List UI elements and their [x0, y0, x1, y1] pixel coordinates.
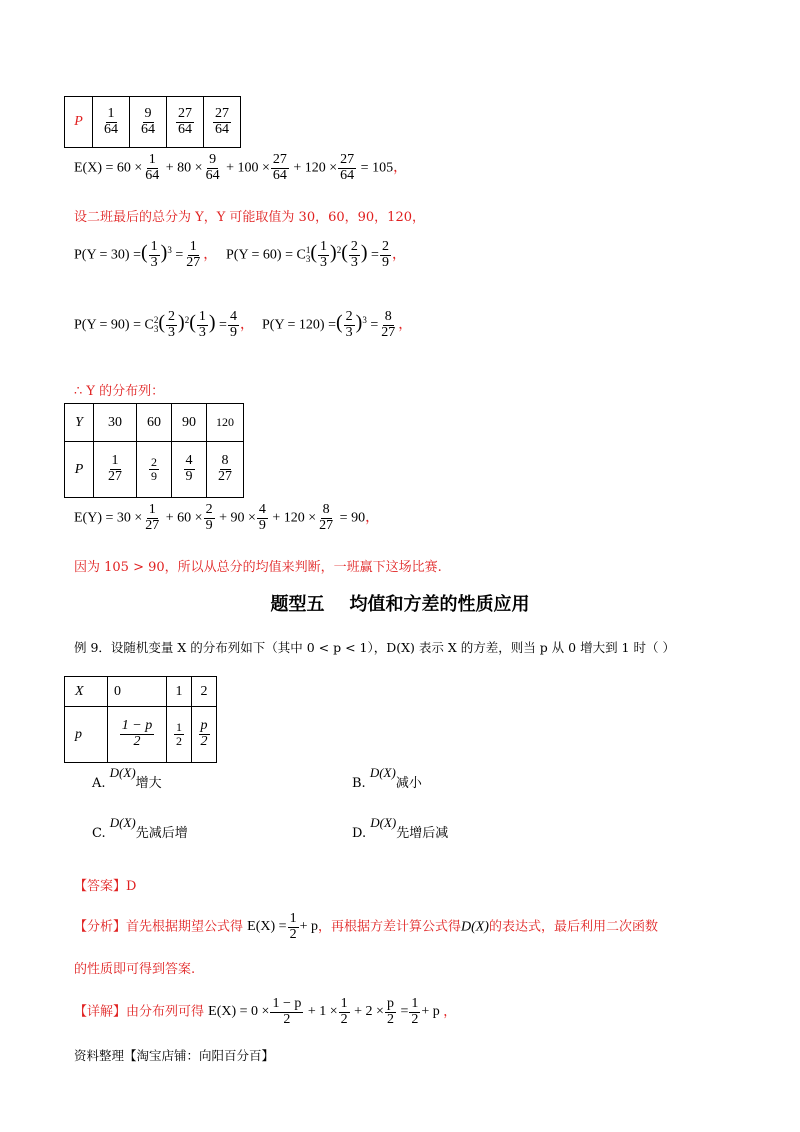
table-cell: $\frac{8}{27}$ — [207, 442, 244, 498]
table-cell: $\frac{1 - p}{2}$ — [108, 707, 167, 763]
table-cell: $\frac{1}{64}$ — [93, 97, 130, 148]
analysis-line-2: 的性质即可得到答案. — [74, 962, 196, 977]
option-a[interactable]: A. D(X)增大 — [92, 765, 162, 791]
analysis-line-1: 【分析】首先根据期望公式得 E(X) = $\frac{1}{2}$ + p，再根据方差计算公式得D(X)的表达式，最后利用二次函数 — [74, 911, 658, 942]
table-cell: 2 — [192, 677, 217, 707]
table-cell: 120 — [207, 404, 244, 442]
table-cell: 60 — [137, 404, 172, 442]
section-title: 题型五 均值和方差的性质应用 — [270, 594, 530, 615]
probability-table-x — [64, 96, 241, 148]
option-d[interactable]: D. D(X)先增后减 — [352, 815, 449, 841]
answer-label: 【答案】 — [74, 879, 127, 894]
probability-table-x2 — [64, 676, 217, 763]
table-cell: $\frac{4}{9}$ — [172, 442, 207, 498]
table-label-p: P — [65, 97, 93, 148]
example-9-text: 例 9．设随机变量 X 的分布列如下（其中 0 < p < 1），D(X) 表示 X 的方差，则当 p 从 0 增大到 1 时（ ） — [74, 640, 675, 655]
option-b[interactable]: B. D(X)减小 — [352, 765, 422, 791]
table-cell: $\frac{27}{64}$ — [204, 97, 241, 148]
prob-y90-formula: P(Y = 90) = C 2 3 ( $\frac{2}{3}$ )$^2$( $\frac{1}{3}$ ) = $\frac{4}{9}$ ， — [74, 309, 254, 340]
table-cell: $\frac{9}{64}$ — [130, 97, 167, 148]
option-c[interactable]: C. D(X)先减后增 — [92, 815, 188, 841]
expectation-y-formula: E(Y) = 30 × $\frac{1}{27}$ + 60 × $\frac{2}{9}$ + 90 × $\frac{4}{9}$ + 120 × $\frac{8}{27}$ = 90， — [74, 502, 380, 533]
answer-line — [74, 875, 136, 894]
expectation-x-formula: E(X) = 60 × $\frac{1}{64}$ + 80 × $\frac{9}{64}$ + 100 × $\frac{27}{64}$ + 120 × $\frac{27}{64}$ = 105， — [74, 152, 408, 183]
detail-line: 【详解】由分布列可得 E(X) = 0 × $\frac{1 - p}{2}$ + 1 × $\frac{1}{2}$ + 2 × $\frac{p}{2}$ = $\frac{1}{2}$ + p ， — [74, 996, 457, 1027]
table-cell: $\frac{1}{27}$ — [94, 442, 137, 498]
table-cell: $\frac{1}{2}$ — [167, 707, 192, 763]
prob-y30-formula: P(Y = 30) =( $\frac{1}{3}$ )$^3$ = $\frac{1}{27}$ ， — [74, 239, 218, 270]
conclusion-text: 因为 105 > 90，所以从总分的均值来判断，一班赢下这场比赛. — [74, 560, 442, 575]
table-cell: $\frac{2}{9}$ — [137, 442, 172, 498]
table-cell: $\frac{27}{64}$ — [167, 97, 204, 148]
prob-y120-formula: P(Y = 120) =( $\frac{2}{3}$ )$^3$ = $\frac{8}{27}$ ， — [262, 309, 413, 340]
footer-text: 资料整理【淘宝店铺：向阳百分百】 — [74, 1048, 275, 1063]
prob-y60-formula: P(Y = 60) = C 1 3 ( $\frac{1}{3}$ )$^2$( $\frac{2}{3}$ ) = $\frac{2}{9}$ ， — [226, 239, 406, 270]
table-cell: $\frac{p}{2}$ — [192, 707, 217, 763]
answer-value: D — [126, 879, 137, 894]
table-cell: 0 — [108, 677, 167, 707]
y-distribution-label: ∴ Y 的分布列： — [74, 384, 165, 399]
table-cell: 1 — [167, 677, 192, 707]
table-label-y: Y — [65, 404, 94, 442]
y-values-text: 设二班最后的总分为 Y，Y 可能取值为 30，60，90，120， — [74, 210, 426, 225]
table-label-p: P — [65, 442, 94, 498]
table-label-x: X — [65, 677, 108, 707]
table-cell: 30 — [94, 404, 137, 442]
probability-table-y — [64, 403, 244, 498]
table-label-p: p — [65, 707, 108, 763]
table-cell: 90 — [172, 404, 207, 442]
